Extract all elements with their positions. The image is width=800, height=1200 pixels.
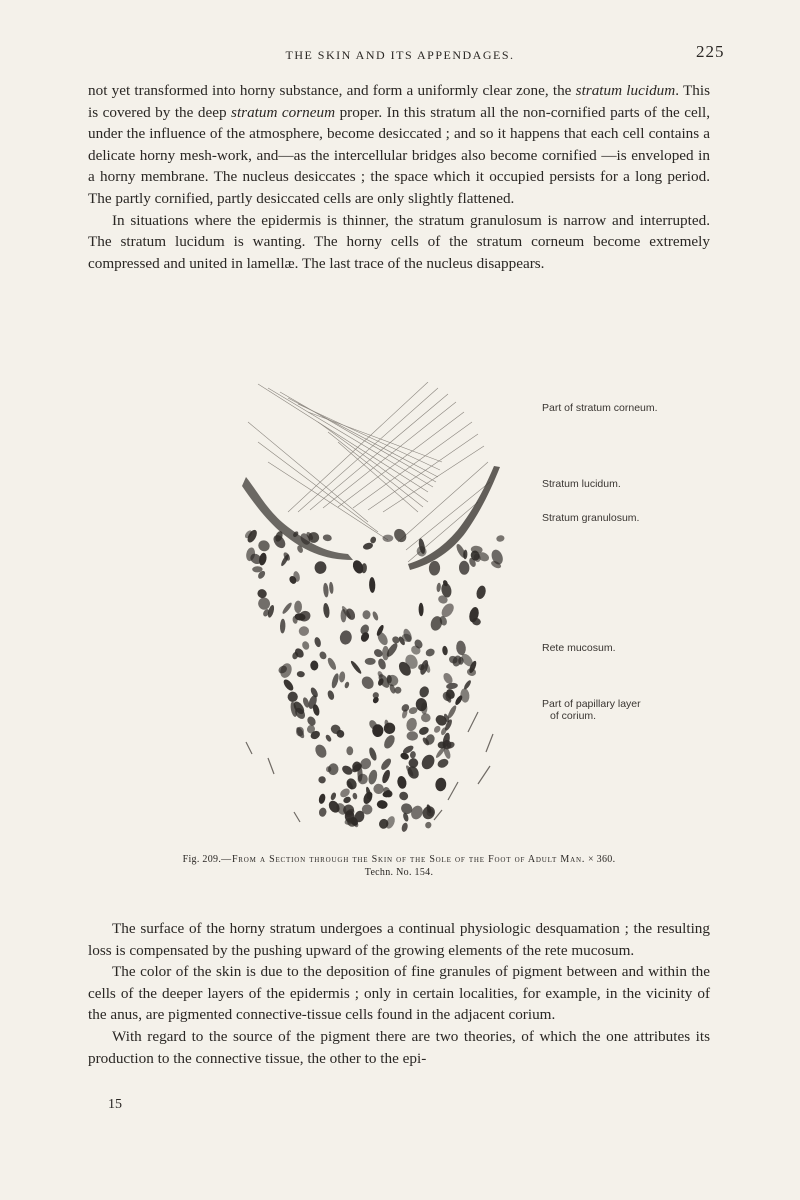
epithelial-cell (278, 662, 293, 680)
epithelial-cell (352, 792, 358, 799)
paragraph (88, 80, 710, 210)
epithelial-cell (436, 583, 441, 593)
epithelial-cell (281, 601, 293, 615)
epithelial-cell (436, 757, 450, 769)
epithelial-cell (381, 769, 392, 784)
bottom-text-block (88, 918, 710, 1069)
epithelial-cell (475, 585, 487, 600)
epithelial-cell (368, 746, 378, 761)
paragraph: In situations where the epidermis is thinner, the stratum granulosum is narrow and interrupted. The stratum lucidum is wanting. The horny cells of the stratum corneum become extremely compressed and united in lamellæ. The last trace of the nucleus disappears. (88, 211, 710, 272)
epithelial-cell (396, 775, 407, 789)
epithelial-cell (325, 734, 333, 743)
label-rete-mucosum: Rete mucosum. (542, 642, 616, 654)
epithelial-cell (309, 686, 319, 698)
epithelial-cell (314, 560, 328, 574)
epithelial-cell (463, 679, 472, 690)
epithelial-cell (406, 731, 418, 741)
epithelial-cell (297, 671, 306, 678)
epithelial-cell (418, 603, 423, 616)
epithelial-cell (446, 704, 457, 719)
epithelial-cell (322, 534, 332, 542)
epithelial-cell (442, 646, 449, 656)
epithelial-cell (323, 603, 331, 619)
epithelial-cell (371, 611, 379, 622)
caption-title: —From a Section through the Skin of the Sole of the Foot of Adult Man. (221, 854, 586, 865)
epithelial-cell (318, 807, 327, 818)
term-stratum-corneum: stratum corneum (231, 103, 336, 121)
label-papillary-layer-line1: Part of papillary layer (542, 698, 641, 710)
epithelial-cell (256, 588, 268, 600)
epithelial-cell (425, 647, 436, 657)
epithelial-cell (310, 660, 318, 670)
epithelial-cell (323, 583, 329, 598)
epithelial-cell (280, 619, 286, 634)
term-stratum-lucidum: stratum lucidum (575, 82, 676, 99)
epithelial-cell (367, 769, 379, 786)
epithelial-cell (298, 625, 310, 637)
epithelial-cell (459, 561, 470, 575)
epithelial-cell (383, 535, 394, 542)
epithelial-cell (318, 650, 328, 660)
epithelial-cell (286, 690, 299, 703)
epithelial-cell (330, 673, 340, 689)
epithelial-cell (418, 664, 425, 670)
epithelial-cell (401, 822, 409, 832)
epithelial-cell (418, 685, 431, 699)
epithelial-cell (306, 715, 318, 727)
epithelial-cell (418, 725, 430, 736)
epithelial-cell (339, 630, 353, 646)
epithelial-cell (282, 678, 295, 692)
epithelial-cell (496, 535, 505, 543)
epithelial-cell (365, 658, 376, 665)
epithelial-cell (318, 776, 326, 784)
label-papillary-layer-line2: of corium. (550, 710, 597, 722)
rete-mucosum-cells (244, 527, 505, 832)
epithelial-cell (428, 561, 440, 576)
epithelial-cell (350, 660, 363, 675)
epithelial-cell (424, 821, 432, 829)
epithelial-cell (257, 539, 272, 554)
epithelial-cell (398, 790, 409, 801)
page-number: 225 (696, 42, 725, 61)
epithelial-cell (455, 640, 466, 656)
epithelial-cell (339, 671, 346, 683)
epithelial-cell (369, 577, 376, 593)
epithelial-cell (379, 757, 393, 772)
epithelial-cell (344, 681, 350, 689)
epithelial-cell (301, 640, 310, 650)
epithelial-cell (326, 689, 335, 700)
epithelial-cell (405, 717, 418, 733)
label-stratum-lucidum: Stratum lucidum. (542, 478, 621, 490)
epithelial-cell (294, 601, 302, 614)
label-stratum-granulosum: Stratum granulosum. (542, 512, 640, 524)
signature-mark: 15 (108, 1097, 122, 1112)
epithelial-cell (420, 713, 431, 723)
epithelial-cell (446, 682, 458, 689)
epithelial-cell (326, 657, 338, 672)
skin-section-illustration (228, 382, 528, 832)
figure-number: Fig. 209. (182, 854, 222, 865)
epithelial-cell (419, 752, 437, 771)
epithelial-cell (327, 763, 339, 776)
epithelial-cell (372, 691, 380, 699)
paragraph: The color of the skin is due to the deposition of fine granules of pigment between and within the cells of the deeper layers of the epidermis ; only in certain localities, for example, in the vicinity of the anus, are pigmented connective-tissue cells found in the adjacent corium. (88, 963, 710, 1024)
figure-caption (88, 853, 710, 879)
epithelial-cell (330, 792, 337, 801)
epithelial-cell (435, 777, 447, 792)
epithelial-cell (359, 674, 376, 691)
epithelial-cell (329, 582, 334, 594)
epithelial-cell (376, 800, 388, 810)
text-run: . This is covered by the deep (88, 82, 710, 121)
epithelial-cell (382, 733, 397, 750)
caption-line1 (88, 853, 710, 866)
epithelial-cell (313, 636, 322, 647)
text-run: not yet transformed into horny substance, and form a uniformly clear zone, the (88, 82, 576, 99)
epithelial-cell (421, 702, 427, 714)
epithelial-cell (433, 725, 442, 734)
epithelial-cell (318, 793, 327, 805)
epithelial-cell (410, 751, 417, 759)
paragraph: With regard to the source of the pigment there are two theories, of which the one attributes its production to the connective tissue, the other to the epi- (88, 1027, 710, 1067)
text-run: proper. In this stratum all the non-cornified parts of the cell, under the influence of the atmosphere, become desiccated ; and so it happens that each cell contains a delicate horny mesh-work, and—as the intercellular bridges also become cornified —is enveloped in a horny membrane. The nucleus desiccates ; the space which it occupied persists for a long period. The partly cornified, partly desiccated cells are only slightly flattened. (88, 103, 710, 207)
epithelial-cell (346, 746, 353, 755)
top-text-block (88, 80, 710, 274)
epithelial-cell (373, 783, 384, 794)
epithelial-cell (313, 743, 329, 760)
paragraph: The surface of the horny stratum undergoes a continual physiologic desquamation ; the resulting loss is compensated by the pushing upward of the growing elements of the rete mucosum. (88, 920, 710, 959)
label-stratum-corneum: Part of stratum corneum. (542, 402, 658, 414)
epithelial-cell (369, 536, 377, 544)
running-head: THE SKIN AND ITS APPENDAGES. (285, 48, 515, 62)
label-papillary-layer (542, 698, 641, 722)
caption-line2: Techn. No. 154. (364, 867, 434, 878)
epithelial-cell (362, 610, 370, 619)
caption-magnification: × 360. (585, 854, 616, 865)
epithelial-cell (392, 527, 409, 545)
